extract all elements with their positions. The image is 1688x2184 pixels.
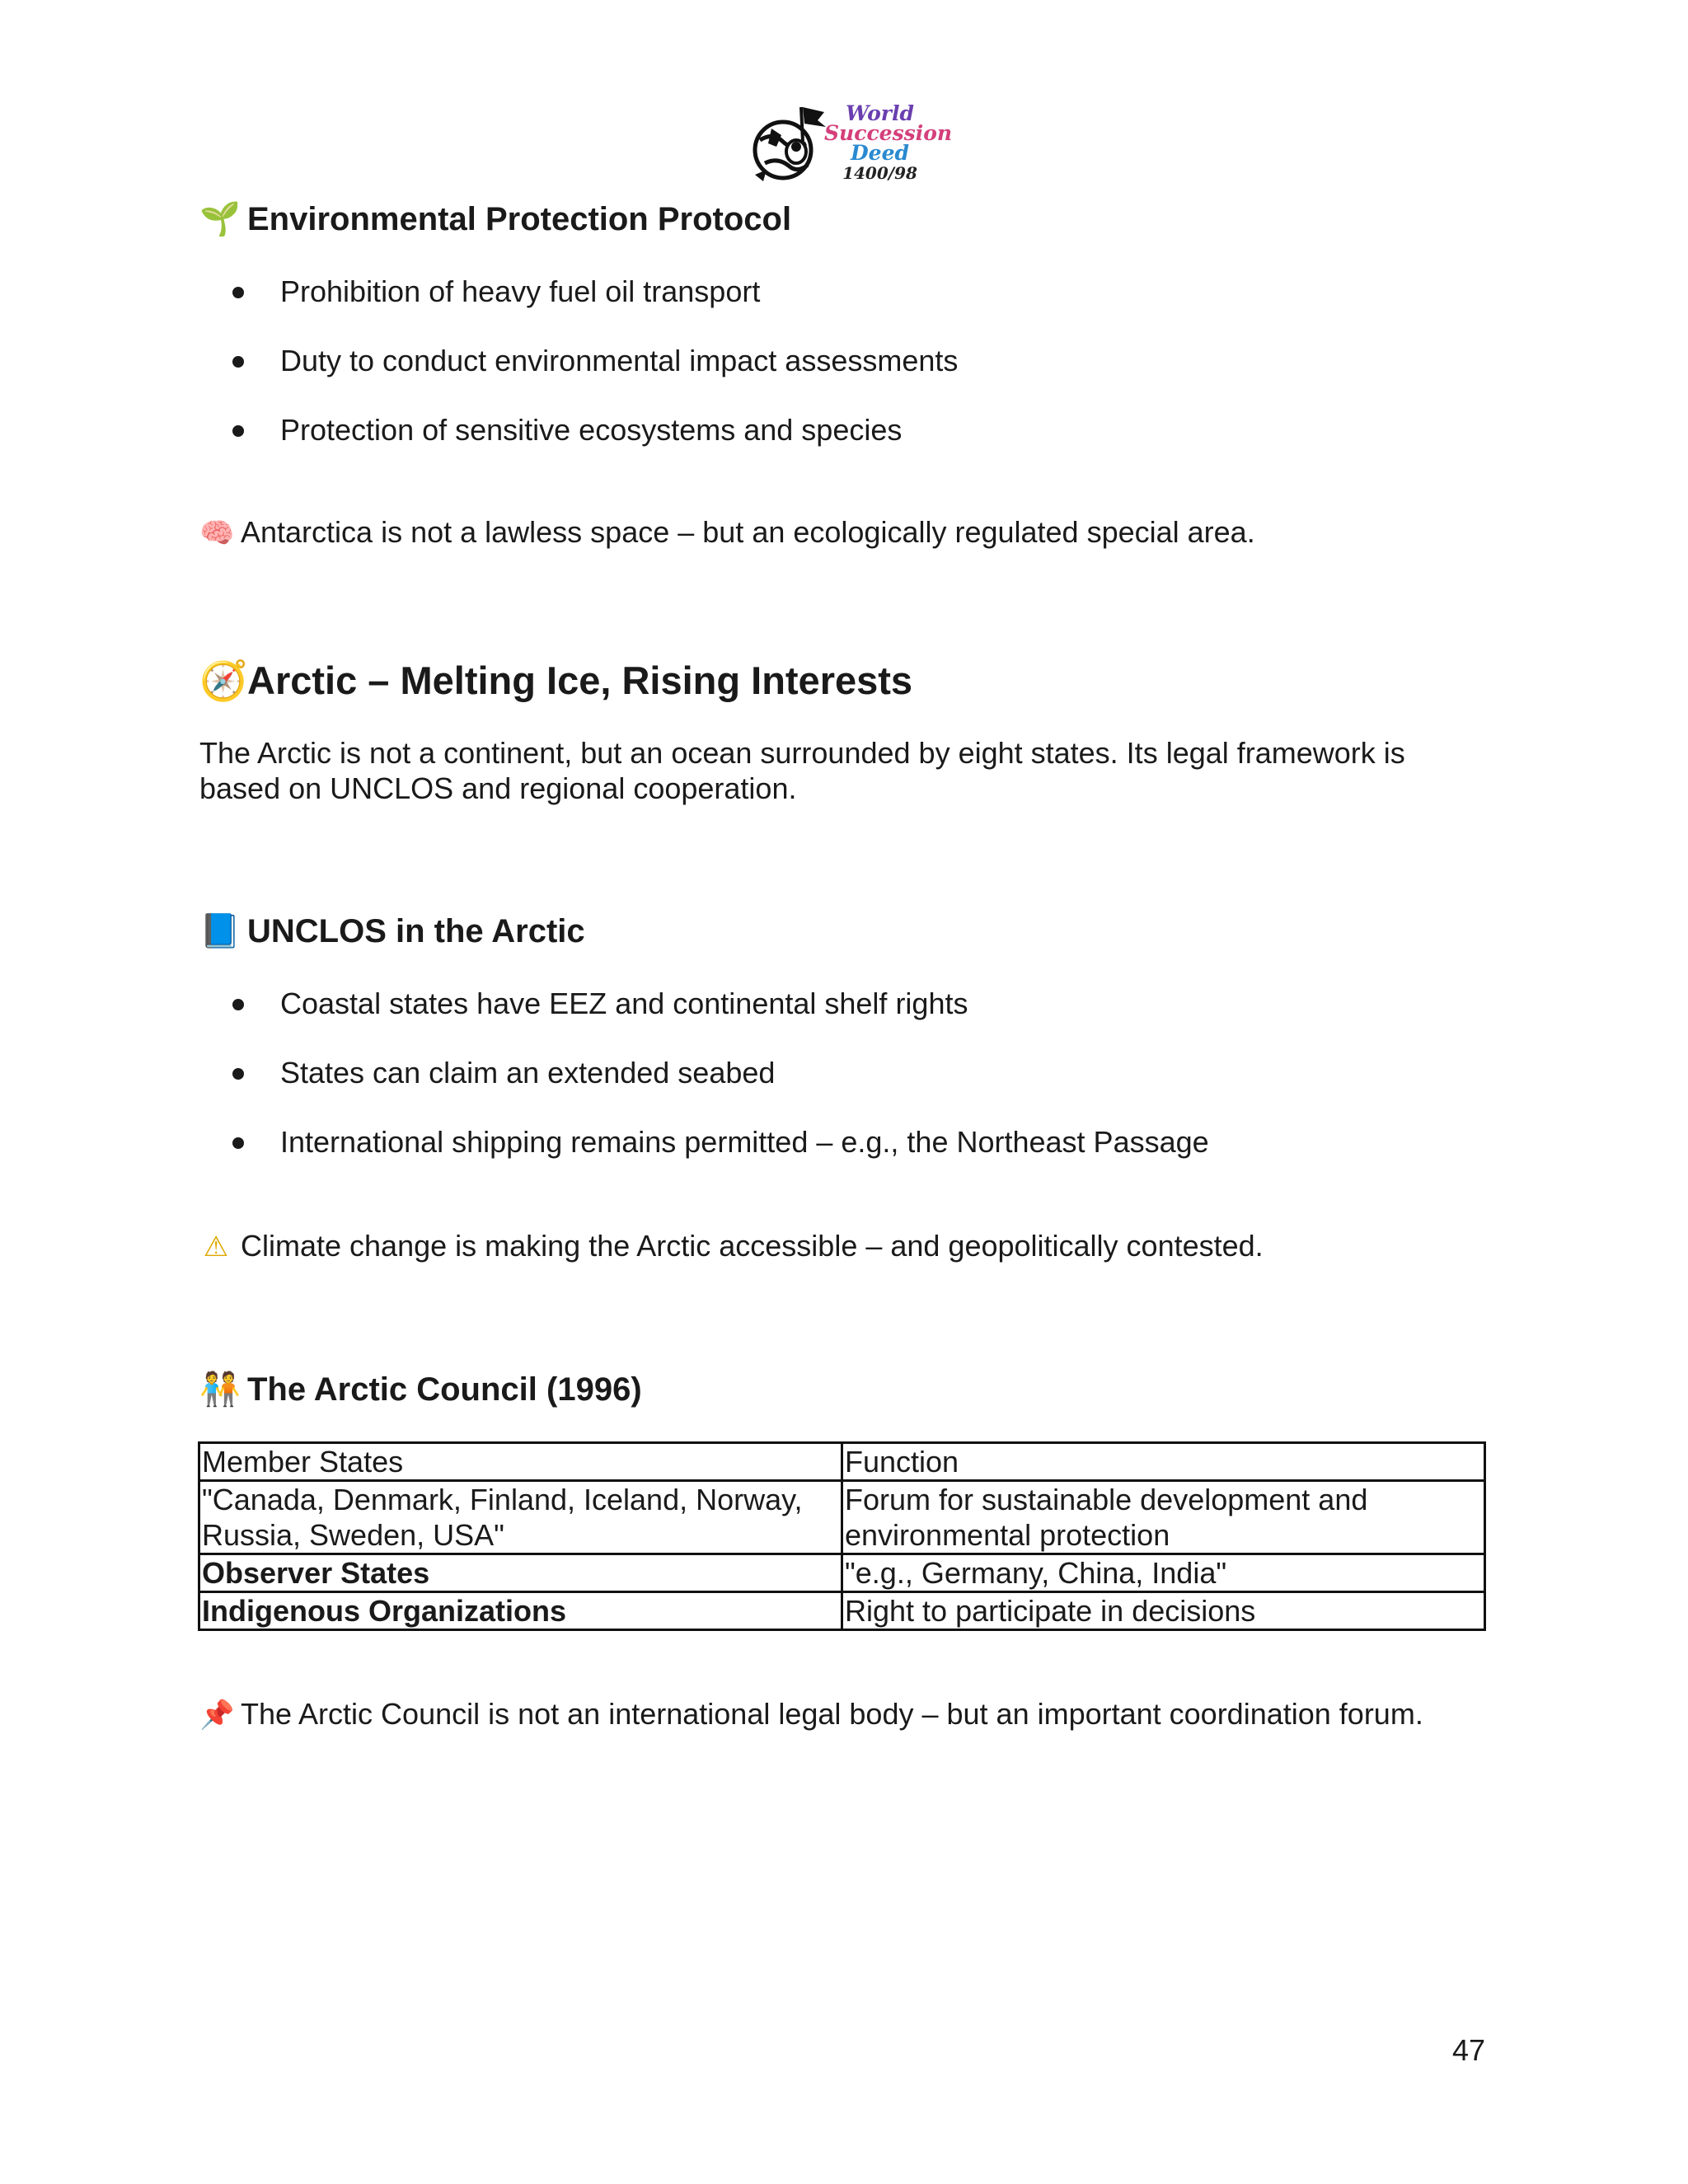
- table-header-row: [199, 1443, 1485, 1481]
- compass-icon: 🧭: [199, 658, 248, 704]
- table-cell: Right to participate in decisions: [842, 1592, 1485, 1630]
- arctic-paragraph: The Arctic is not a continent, but an ocean surrounded by eight states. Its legal framework is based on UNCLOS and regional cooperation.: [199, 736, 1405, 805]
- unclos-heading: [199, 912, 585, 951]
- table-header-cell: Member States: [199, 1443, 842, 1481]
- climate-note-text: Climate change is making the Arctic accessible – and geopolitically contested.: [241, 1229, 1264, 1263]
- council-heading: [199, 1370, 642, 1409]
- env-protocol-list: [232, 274, 958, 481]
- antarctica-note-text: Antarctica is not a lawless space – but an ecologically regulated special area.: [241, 515, 1255, 549]
- brain-icon: 🧠: [199, 517, 235, 550]
- table-cell: "e.g., Germany, China, India": [842, 1554, 1485, 1592]
- table-row: [199, 1481, 1485, 1554]
- pushpin-icon: 📌: [199, 1699, 235, 1732]
- seedling-icon: 🌱: [199, 200, 241, 238]
- logo-line-year: 1400/98: [842, 163, 917, 183]
- council-note: [199, 1696, 1423, 1733]
- list-item: States can claim an extended seabed: [232, 1055, 1209, 1124]
- warning-icon: ⚠: [203, 1230, 229, 1263]
- table-row: [199, 1592, 1485, 1630]
- list-item: Coastal states have EEZ and continental shelf rights: [232, 986, 1209, 1055]
- table-row: [199, 1554, 1485, 1592]
- world-succession-deed-logo: [748, 99, 953, 191]
- arctic-title: Arctic – Melting Ice, Rising Interests: [247, 658, 913, 702]
- antarctica-note: [199, 514, 1255, 551]
- unclos-title: UNCLOS in the Arctic: [247, 913, 585, 949]
- table-cell: "Canada, Denmark, Finland, Iceland, Norway, Russia, Sweden, USA": [199, 1481, 842, 1554]
- table-header-cell: Function: [842, 1443, 1485, 1481]
- list-item: Prohibition of heavy fuel oil transport: [232, 274, 958, 343]
- list-item: Protection of sensitive ecosystems and species: [232, 412, 958, 481]
- logo-line-world: World: [846, 101, 914, 125]
- table-cell: Observer States: [199, 1554, 842, 1592]
- two-people-icon: 🧑‍🤝‍🧑: [199, 1371, 241, 1408]
- globe-astronaut-flag-icon: [748, 99, 831, 191]
- logo-wordmark: [824, 101, 953, 183]
- list-item: International shipping remains permitted – e.g., the Northeast Passage: [232, 1124, 1209, 1193]
- list-item: Duty to conduct environmental impact assessments: [232, 343, 958, 412]
- table-cell: Indigenous Organizations: [199, 1592, 842, 1630]
- arctic-heading: [199, 658, 912, 705]
- logo-line-deed: Deed: [851, 141, 909, 165]
- council-title: The Arctic Council (1996): [247, 1371, 642, 1408]
- unclos-list: [232, 986, 1209, 1193]
- logo-line-succession: Succession: [824, 121, 953, 145]
- env-protocol-title: Environmental Protection Protocol: [247, 201, 792, 237]
- env-protocol-heading: [199, 199, 791, 239]
- arctic-council-table: [198, 1441, 1486, 1631]
- climate-note: [199, 1228, 1264, 1265]
- council-note-text: The Arctic Council is not an international legal body – but an important coordination forum.: [241, 1697, 1423, 1731]
- table-cell: Forum for sustainable development and environmental protection: [842, 1481, 1485, 1554]
- blue-book-icon: 📘: [199, 912, 241, 950]
- page-number: 47: [1451, 2033, 1485, 2067]
